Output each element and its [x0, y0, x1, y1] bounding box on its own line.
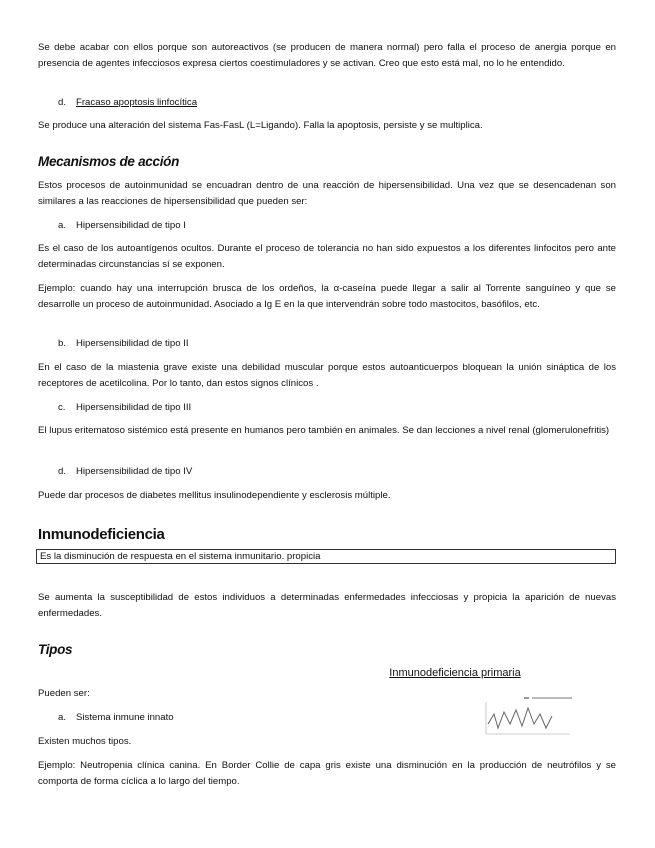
list-item-text: Hipersensibilidad de tipo I — [76, 220, 186, 231]
list-item-c-tipo-iii — [58, 401, 191, 415]
paragraph-pueden-ser: Pueden ser: — [38, 688, 90, 699]
definition-box: Es la disminución de respuesta en el sistema inmunitario. propicia — [36, 549, 616, 564]
list-item-b-tipo-ii — [58, 337, 189, 351]
list-marker: d. — [58, 97, 67, 108]
list-item-d-tipo-iv — [58, 465, 192, 479]
graph-caption-blur — [532, 697, 572, 699]
paragraph-lupus: El lupus eritematoso sistémico está presente en humanos pero también en animales. Se dan lecciones a nivel renal (glomerulonefritis) — [38, 425, 610, 436]
graph-caption-blur — [524, 697, 529, 699]
paragraph-fas-fasl: Se produce una alteración del sistema Fas-FasL (L=Ligando). Falla la apoptosis, persiste y se multiplica. — [38, 120, 483, 131]
list-item-text: Fracaso apoptosis linfocítica — [76, 97, 198, 108]
list-item-d-apoptosis — [58, 96, 197, 110]
paragraph-autoantigenos: Es el caso de los autoantígenos ocultos. Durante el proceso de tolerancia no han sido expuestos a los diferentes linfocitos pero ante determinadas circunstancias sí se exponen. — [38, 243, 616, 270]
heading-inmunodeficiencia: Inmunodeficiencia — [38, 526, 165, 543]
heading-tipos: Tipos — [38, 642, 73, 657]
paragraph-ejemplo-caseina: Ejemplo: cuando hay una interrupción brusca de los ordeños, la α-caseína puede llegar a salir al Torrente sanguíneo y que se desarrolle un proceso de autoinmunidad. Asociado a Ig E en la que intervendrán sobre todo mastocitos, basófilos, etc. — [38, 283, 616, 310]
paragraph-hipersensibilidad: Estos procesos de autoinmunidad se encuadran dentro de una reacción de hipersensibilidad. Una vez que se desencadenan son similares a las reacciones de hipersensibilidad que pueden ser: — [38, 180, 616, 207]
list-item-text: Hipersensibilidad de tipo IV — [76, 466, 193, 477]
heading-inmunodeficiencia-primaria — [0, 667, 655, 679]
list-marker: a. — [58, 712, 67, 723]
list-item-text: Hipersensibilidad de tipo II — [76, 338, 189, 349]
list-item-a-innato — [58, 711, 174, 725]
heading-mecanismos: Mecanismos de acción — [38, 154, 180, 169]
paragraph-diabetes: Puede dar procesos de diabetes mellitus insulinodependiente y esclerosis múltiple. — [38, 490, 391, 501]
centered-heading-text: Inmunodeficiencia primaria — [389, 667, 521, 679]
paragraph-muchos-tipos: Existen muchos tipos. — [38, 736, 132, 747]
list-marker: b. — [58, 338, 67, 349]
paragraph-susceptibilidad: Se aumenta la susceptibilidad de estos individuos a determinadas enfermedades infecciosas y propicia la aparición de nuevas enfermedades. — [38, 592, 616, 619]
graph-line — [488, 708, 552, 728]
paragraph-neutropenia: Ejemplo: Neutropenia clínica canina. En Border Collie de capa gris existe una disminución en la producción de neutrófilos y se comporta de forma cíclica a lo largo del tiempo. — [38, 760, 616, 787]
paragraph-anergia: Se debe acabar con ellos porque son autoreactivos (se producen de manera normal) pero falla el proceso de anergia porque en presencia de agentes infecciosos expresa ciertos coestimuladores y se activan. Creo que esto está mal, no lo he entendido. — [38, 42, 616, 69]
list-item-text: Sistema inmune innato — [76, 712, 174, 723]
list-item-a-tipo-i — [58, 219, 186, 233]
list-marker: c. — [58, 402, 66, 413]
list-item-text: Hipersensibilidad de tipo III — [76, 402, 192, 413]
paragraph-miastenia: En el caso de la miastenia grave existe una debilidad muscular porque estos autoanticuerpos bloquean la unión sináptica de los receptores de acetilcolina. Por lo tanto, dan estos signos clínicos . — [38, 362, 616, 389]
list-marker: a. — [58, 220, 67, 231]
list-marker: d. — [58, 466, 67, 477]
